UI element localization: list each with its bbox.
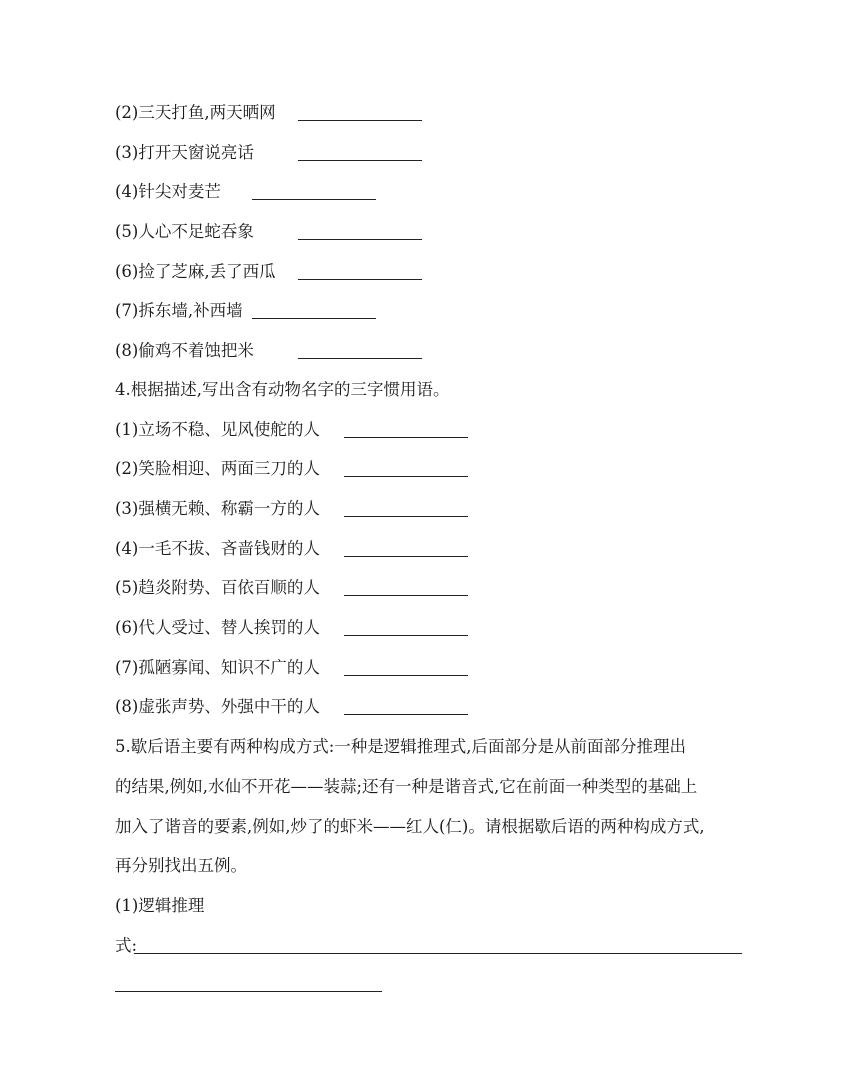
q4-item-1: (1)立场不稳、见风使舵的人 bbox=[115, 420, 320, 439]
q3-item-4: (4)针尖对麦芒 bbox=[115, 182, 221, 201]
q4-item-5: (5)趋炎附势、百依百顺的人 bbox=[115, 578, 320, 597]
q3-item-6: (6)捡了芝麻,丢了西瓜 bbox=[115, 262, 276, 281]
q3-item-6-blank[interactable] bbox=[298, 279, 422, 280]
q3-item-3-blank[interactable] bbox=[298, 160, 422, 161]
q4-item-3: (3)强横无赖、称霸一方的人 bbox=[115, 499, 320, 518]
q4-item-5-blank[interactable] bbox=[344, 595, 468, 596]
q4-prompt: 4.根据描述,写出含有动物名字的三字惯用语。 bbox=[115, 380, 450, 399]
q5-sub1-answer-line-2[interactable] bbox=[115, 991, 382, 992]
q5-sub1-suffix: 式: bbox=[115, 936, 138, 955]
q3-item-7: (7)拆东墙,补西墙 bbox=[115, 301, 243, 320]
q4-item-3-blank[interactable] bbox=[344, 516, 468, 517]
q3-item-5: (5)人心不足蛇吞象 bbox=[115, 222, 254, 241]
q3-item-2: (2)三天打鱼,两天晒网 bbox=[115, 103, 276, 122]
q4-item-4: (4)一毛不拔、吝啬钱财的人 bbox=[115, 539, 320, 558]
q5-text-line-2: 的结果,例如,水仙不开花——装蒜;还有一种是谐音式,它在前面一种类型的基础上 bbox=[115, 777, 698, 796]
q3-item-4-blank[interactable] bbox=[252, 199, 376, 200]
q5-sub1-label: (1)逻辑推理 bbox=[115, 896, 205, 915]
q4-item-1-blank[interactable] bbox=[344, 437, 468, 438]
q4-item-8-blank[interactable] bbox=[344, 714, 468, 715]
q3-item-2-blank[interactable] bbox=[298, 120, 422, 121]
q4-item-7-blank[interactable] bbox=[344, 675, 468, 676]
q3-item-5-blank[interactable] bbox=[298, 239, 422, 240]
q3-item-8: (8)偷鸡不着蚀把米 bbox=[115, 341, 254, 360]
q4-item-2: (2)笑脸相迎、两面三刀的人 bbox=[115, 459, 320, 478]
q3-item-7-blank[interactable] bbox=[252, 318, 376, 319]
q3-item-3: (3)打开天窗说亮话 bbox=[115, 143, 254, 162]
q5-text-line-4: 再分别找出五例。 bbox=[115, 856, 247, 875]
q5-text-line-1: 5.歇后语主要有两种构成方式:一种是逻辑推理式,后面部分是从前面部分推理出 bbox=[115, 737, 687, 756]
q3-item-8-blank[interactable] bbox=[298, 358, 422, 359]
q5-text-line-3: 加入了谐音的要素,例如,炒了的虾米——红人(仁)。请根据歇后语的两种构成方式, bbox=[115, 817, 705, 836]
q5-sub1-answer-line-1[interactable] bbox=[134, 953, 742, 954]
q4-item-7: (7)孤陋寡闻、知识不广的人 bbox=[115, 658, 320, 677]
q4-item-4-blank[interactable] bbox=[344, 556, 468, 557]
q4-item-6: (6)代人受过、替人挨罚的人 bbox=[115, 618, 320, 637]
q4-item-8: (8)虚张声势、外强中干的人 bbox=[115, 697, 320, 716]
q4-item-6-blank[interactable] bbox=[344, 635, 468, 636]
q4-item-2-blank[interactable] bbox=[344, 476, 468, 477]
